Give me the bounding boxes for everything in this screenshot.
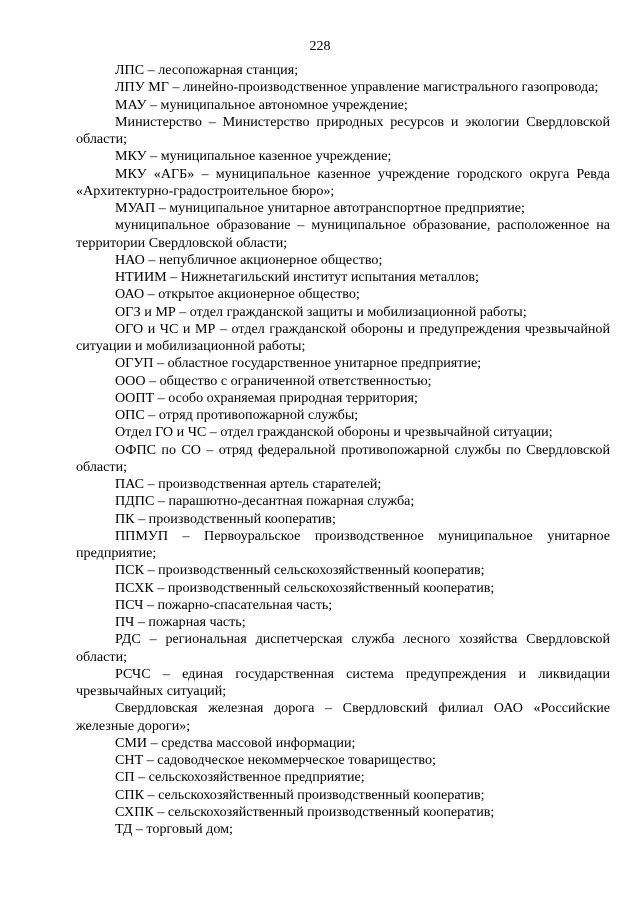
list-item: СМИ – средства массовой информации; bbox=[115, 734, 356, 751]
list-item: Министерство – Министерство природных ресурсов и экологии Свердловской области; bbox=[76, 113, 610, 147]
list-item: ОГУП – областное государственное унитарное предприятие; bbox=[115, 355, 482, 372]
list-item: ООПТ – особо охраняемая природная территория; bbox=[115, 389, 418, 406]
list-item: ПК – производственный кооператив; bbox=[115, 510, 336, 527]
list-item: ЛПУ МГ – линейно-производственное управление магистрального газопровода; bbox=[115, 79, 599, 96]
list-item: НАО – непубличное акционерное общество; bbox=[115, 251, 383, 268]
list-item: ПДПС – парашютно-десантная пожарная служба; bbox=[115, 493, 415, 510]
list-item: Отдел ГО и ЧС – отдел гражданской обороны и чрезвычайной ситуации; bbox=[115, 424, 553, 441]
list-item: ПСХК – производственный сельскохозяйственный кооператив; bbox=[115, 579, 495, 596]
list-item: СП – сельскохозяйственное предприятие; bbox=[115, 769, 365, 786]
list-item: НТИИМ – Нижнетагильский институт испытания металлов; bbox=[115, 269, 479, 285]
page-number: 228 bbox=[309, 39, 331, 54]
list-item: РДС – региональная диспетчерская служба лесного хозяйства Свердловской области; bbox=[76, 631, 610, 665]
list-item: ОГО и ЧС и МР – отдел гражданской обороны и предупреждения чрезвычайной ситуации и мобилизационной работы; bbox=[76, 320, 610, 354]
list-item: ООО – общество с ограниченной ответственностью; bbox=[115, 372, 432, 389]
list-item: ПСЧ – пожарно-спасательная часть; bbox=[115, 596, 333, 613]
list-item: МУАП – муниципальное унитарное автотранспортное предприятие; bbox=[115, 200, 525, 216]
list-item: ОГЗ и МР – отдел гражданской защиты и мобилизационной работы; bbox=[115, 303, 527, 320]
list-item: СНТ – садоводческое некоммерческое товарищество; bbox=[115, 752, 436, 768]
list-item: ОФПС по СО – отряд федеральной противопожарной службы по Свердловской области; bbox=[76, 441, 610, 475]
list-item: ПЧ – пожарная часть; bbox=[115, 614, 246, 630]
list-item: ОПС – отряд противопожарной службы; bbox=[115, 407, 359, 423]
list-item: СПК – сельскохозяйственный производственный кооператив; bbox=[115, 786, 485, 803]
list-item: МКУ «АГБ» – муниципальное казенное учреждение городского округа Ревда «Архитектурно-градостроительное бюро»; bbox=[76, 165, 610, 199]
list-item: ПСК – производственный сельскохозяйственный кооператив; bbox=[115, 562, 485, 579]
abbreviation-list bbox=[76, 62, 610, 838]
list-item: ПАС – производственная артель старателей; bbox=[115, 476, 382, 492]
list-item: муниципальное образование – муниципальное образование, расположенное на территории Свердловской области; bbox=[76, 217, 610, 251]
list-item: МКУ – муниципальное казенное учреждение; bbox=[115, 148, 392, 165]
list-item: ЛПС – лесопожарная станция; bbox=[115, 62, 299, 78]
list-item: ТД – торговый дом; bbox=[115, 821, 233, 837]
list-item: РСЧС – единая государственная система предупреждения и ликвидации чрезвычайных ситуаций; bbox=[76, 665, 610, 699]
list-item: МАУ – муниципальное автономное учреждение; bbox=[115, 96, 408, 113]
list-item: ОАО – открытое акционерное общество; bbox=[115, 286, 360, 303]
list-item: Свердловская железная дорога – Свердловский филиал ОАО «Российские железные дороги»; bbox=[76, 700, 610, 734]
list-item: ППМУП – Первоуральское производственное муниципальное унитарное предприятие; bbox=[76, 527, 610, 561]
list-item: СХПК – сельскохозяйственный производственный кооператив; bbox=[115, 803, 495, 820]
